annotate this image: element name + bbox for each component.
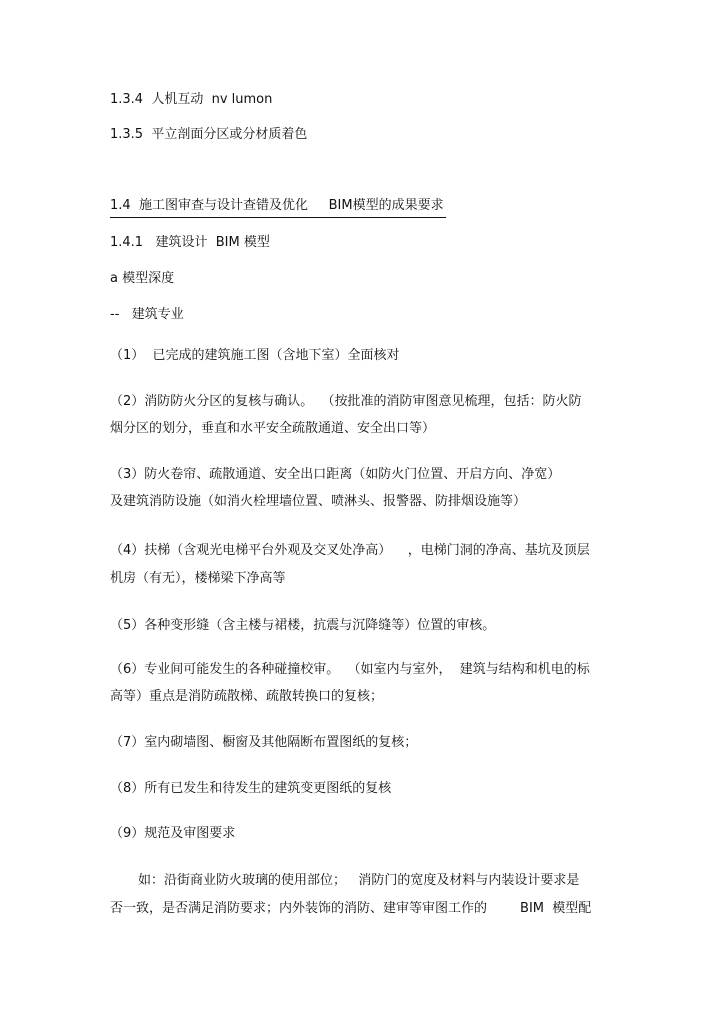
example-line-1: 如：沿街商业防火玻璃的使用部位； 消防门的宽度及材料与内装设计要求是 (138, 873, 580, 888)
item-7: （7）室内砌墙图、橱窗及其他隔断布置图纸的复核； (110, 735, 418, 750)
subsection-a-heading: a 模型深度 (110, 271, 175, 286)
item-6-line-1: （6）专业间可能发生的各种碰撞校审。 （如室内与室外， 建筑与结构和机电的标 (110, 662, 590, 677)
section-1-3-4-heading: 1.3.4 人机互动 nv lumon (110, 92, 273, 107)
section-1-4-1-heading: 1.4.1 建筑设计 BIM 模型 (110, 235, 270, 250)
item-5: （5）各种变形缝（含主楼与裙楼，抗震与沉降缝等）位置的审核。 (110, 618, 496, 633)
item-6-line-2: 高等）重点是消防疏散梯、疏散转换口的复核； (110, 689, 384, 704)
item-4-line-1: （4）扶梯（含观光电梯平台外观及交叉处净高） ，电梯门洞的净高、基坑及顶层 (110, 543, 590, 558)
item-4-line-2: 机房（有无），楼梯梁下净高等 (110, 571, 286, 586)
item-9: （9）规范及审图要求 (110, 826, 236, 841)
item-3-line-2: 及建筑消防设施（如消火栓埋墙位置、喷淋头、报警器、防排烟设施等） (110, 494, 527, 509)
section-1-3-5-heading: 1.3.5 平立剖面分区或分材质着色 (110, 127, 308, 142)
item-2-line-2: 烟分区的划分，垂直和水平安全疏散通道、安全出口等） (110, 421, 436, 436)
example-line-2: 否一致，是否满足消防要求；内外装饰的消防、建审等审图工作的 BIM 模型配 (110, 901, 592, 916)
item-3-line-1: （3）防火卷帘、疏散通道、安全出口距离（如防火门位置、开启方向、净宽） (110, 467, 561, 482)
item-8: （8）所有已发生和待发生的建筑变更图纸的复核 (110, 781, 392, 796)
discipline-heading: -- 建筑专业 (110, 307, 184, 322)
item-1: （1） 已完成的建筑施工图（含地下室）全面核对 (110, 348, 400, 363)
item-2-line-1: （2）消防防火分区的复核与确认。 （按批准的消防审图意见梳理，包括：防火防 (110, 394, 582, 409)
section-1-4-heading: 1.4 施工图审查与设计查错及优化 BIM模型的成果要求 (110, 198, 446, 218)
